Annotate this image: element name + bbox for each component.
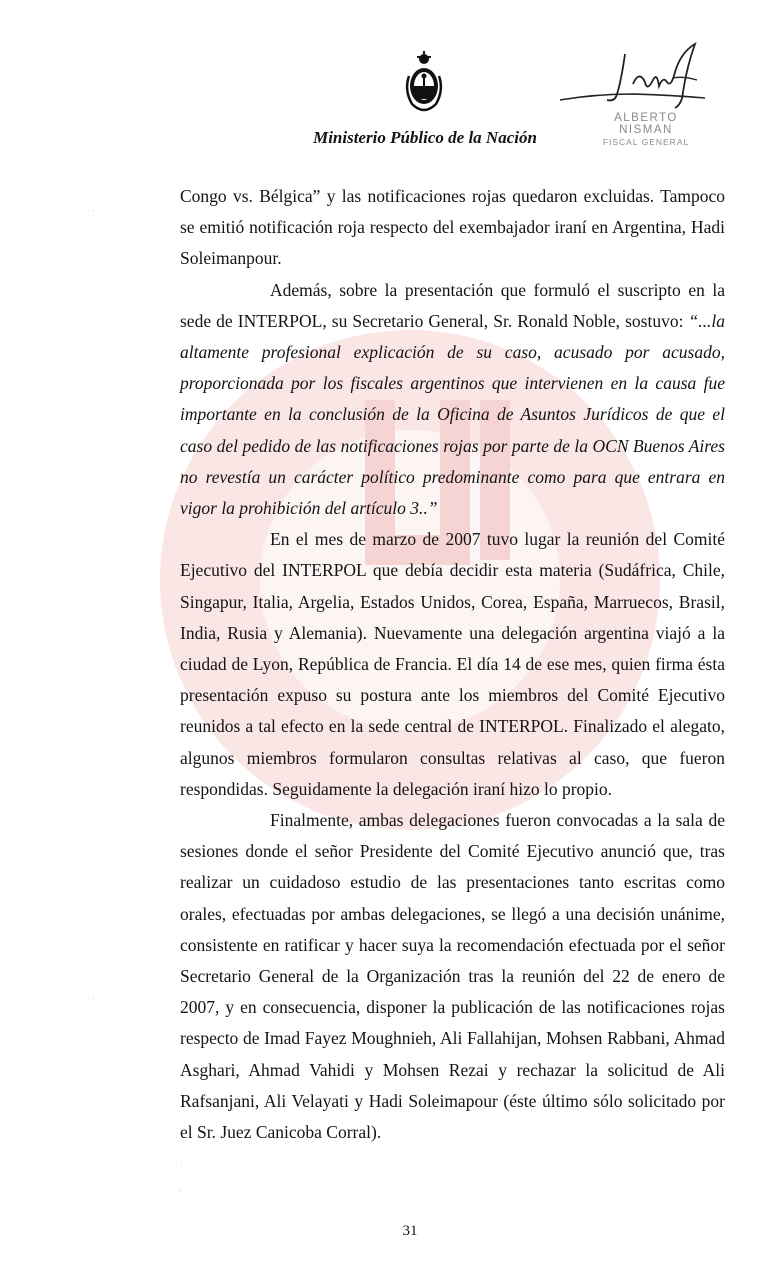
paragraph-2-intro: Además, sobre la presentación que formuló el suscripto en la sede de INTERPOL, su Secretario General, Sr. Ronald Noble, sostuvo:	[180, 279, 725, 331]
ministry-title: Ministerio Público de la Nación	[313, 128, 537, 147]
handwritten-signature-icon	[555, 42, 715, 112]
scan-speck: ·	[92, 206, 95, 216]
argentina-coat-of-arms-icon	[400, 50, 448, 112]
paragraph-2-quote: “...la altamente profesional explicación de su caso, acusado por acusado, proporcionada por los fiscales argentinos que intervienen en la causa fue importante en la conclusión de la Oficina de Asuntos Jurídicos de que el caso del pedido de las notificaciones rojas por parte de la OCN Buenos Aires no revestía un carácter político predominante como para que entrara en vigor la prohibición del artículo 3..”	[180, 310, 725, 519]
official-stamp	[586, 112, 706, 147]
document-body	[180, 181, 725, 1148]
paragraph-2	[180, 275, 725, 525]
scan-speck: ·	[178, 1186, 181, 1196]
stamp-name: ALBERTO NISMAN	[614, 112, 678, 136]
scan-speck: ·	[180, 1160, 183, 1170]
paragraph-1: Congo vs. Bélgica” y las notificaciones rojas quedaron excluidas. Tampoco se emitió notificación roja respecto del exembajador iraní en Argentina, Hadi Soleimanpour.	[180, 186, 725, 269]
paragraph-3: En el mes de marzo de 2007 tuvo lugar la reunión del Comité Ejecutivo del INTERPOL que debía decidir esta materia (Sudáfrica, Chile, Singapur, Italia, Argelia, Estados Unidos, Corea, España, Marruecos, Brasil, India, Rusia y Alemania). Nuevamente una delegación argentina viajó a la ciudad de Lyon, República de Francia. El día 14 de ese mes, quien firma ésta presentación expuso su postura ante los miembros del Comité Ejecutivo reunidos a tal efecto en la sede central de INTERPOL. Finalizado el alegato, algunos miembros formularon consultas relativas al caso, que fueron respondidas. Seguidamente la delegación iraní hizo lo propio.	[180, 529, 725, 799]
paragraph-4: Finalmente, ambas delegaciones fueron convocadas a la sala de sesiones donde el señor Presidente del Comité Ejecutivo anunció que, tras realizar un cuidadoso estudio de las presentaciones tanto escritas como orales, efectuadas por ambas delegaciones, se llegó a una decisión unánime, consistente en ratificar y hacer suya la recomendación efectuada por el señor Secretario General de la Organización tras la reunión del 22 de enero de 2007, y en consecuencia, disponer la publicación de las notificaciones rojas respecto de Imad Fayez Moughnieh, Ali Fallahijan, Mohsen Rabbani, Ahmad Asghari, Ahmad Vahidi y Mohsen Rezai y rechazar la solicitud de Ali Rafsanjani, Ali Velayati y Hadi Soleimapour (éste último sólo solicitado por el Sr. Juez Canicoba Corral).	[180, 810, 725, 1143]
page-number: 31	[402, 1223, 418, 1239]
stamp-role: FISCAL GENERAL	[602, 137, 690, 147]
scan-speck: ·	[92, 993, 95, 1003]
